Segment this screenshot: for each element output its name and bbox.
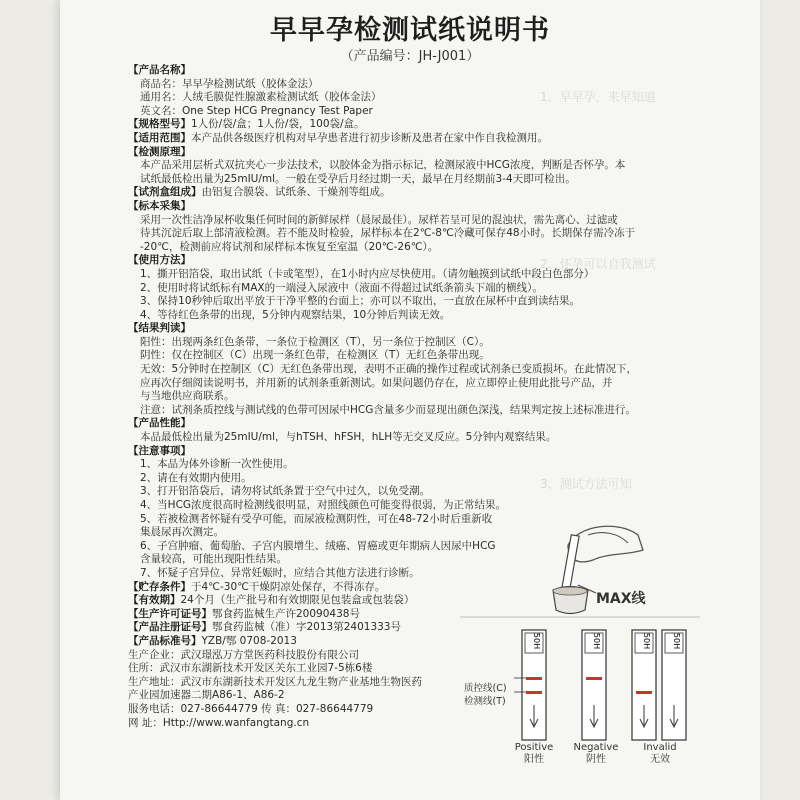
positive-label-cn: 阳性 [524,754,544,765]
product-code: （产品编号：JH-J001） [340,49,480,64]
bleed-through-text: 2、怀孕可以自我测试 [540,257,656,271]
section-heading: 【注意事项】 [128,444,191,457]
section-text: 24个月（生产批号和有效期限见包装盒或包装袋） [180,594,415,607]
strip-text: 50H [672,632,681,650]
company-address-text: 武汉市东湖新技术开发区关东工业园7-5栋6楼 [159,662,373,675]
section-text: 1人份/袋/盒；1人份/袋，100袋/盒。 [191,118,365,131]
section-text: 英文名：One Step HCG Pregnancy Test Paper [140,104,373,117]
section-text: 1、本品为体外诊断一次性使用。 [140,458,294,471]
strip-text: 50H [592,632,601,650]
section-heading: 【贮存条件】 [128,580,191,593]
finger-outline [588,533,628,543]
section-line [128,186,670,200]
negative-caption [566,742,626,766]
section-text: -20℃，检测前应将试剂和尿样标本恢复至室温（20℃-26℃）。 [140,240,439,253]
section-text: 与当地供应商联系。 [140,390,235,403]
company-address-text: 住所： [128,662,160,675]
section-text: 由铝复合膜袋、试纸条、干燥剂等组成。 [201,186,391,199]
page-title: 早早孕检测试纸说明书 [270,15,550,46]
negative-control-band [586,677,602,680]
section-heading: 【生产许可证号】 [128,607,212,620]
positive-label: Positive [514,742,554,753]
section-text: 7、怀疑子宫异位、异常妊娠时，应结合其他方法进行诊断。 [140,566,420,579]
test-line-label: 检测线(T) [464,696,506,707]
section-text: 3、打开铝箔袋后，请勿将试纸条置于空气中过久，以免受潮。 [140,485,431,498]
section-heading: 【产品性能】 [128,417,191,430]
invalid-test-band [636,691,652,694]
strip-line-labels [464,682,507,708]
section-text: 本品最低检出量为25mIU/ml，与hTSH、hFSH，hLH等无交叉反应。5分钟内观察结果。 [140,431,557,444]
production-address-2-text: 产业园加速器二期A86-1、A86-2 [128,689,285,702]
section-text: 1、撕开铝箔袋，取出试纸（卡或笔型），在1小时内应尽快使用。（请勿触摸到试纸中段白色部分） [140,267,595,280]
section-text: 采用一次性洁净尿杯收集任何时间的新鲜尿样（晨尿最佳）。尿样若呈可见的混浊状，需先离心、过滤或 [140,213,618,226]
section-text: 2、使用时将试纸标有MAX的一端浸入尿液中（液面不得超过试纸条箭头下端的横线）。 [140,281,543,294]
section-heading: 【结果判读】 [128,322,191,335]
section-line [128,132,670,146]
section-text: 无效：5分钟时在控制区（C）无红色条带出现，表明不正确的操作过程或试剂条已变质损坏。在此情况下， [140,363,638,376]
control-line-label: 质控线(C) [464,683,507,694]
section-heading: 【产品注册证号】 [128,621,212,634]
section-text: 商品名：早早孕检测试纸（胶体金法） [140,77,319,90]
section-text: 阴性：仅在控制区（C）出现一条红色带，在检测区（T）无红色条带出现。 [140,349,490,362]
invalid-label-cn: 无效 [650,754,670,765]
section-heading: 【适用范围】 [128,131,191,144]
invalid-label: Invalid [643,742,677,753]
section-text: 集晨尿再次测定。 [140,526,224,539]
section-text: 本产品采用层析式双抗夹心一步法技术，以胶体金为指示标记，检测尿液中HCG浓度，判断是否怀孕。本 [140,159,626,172]
section-heading: 【检测原理】 [128,145,191,158]
section-heading: 【产品标准号】 [128,634,202,647]
website-text: 网 址：Http://www.wanfangtang.cn [128,716,310,729]
hand-outline [568,526,643,562]
section-text: 4、等待红色条带的出现，5分钟内观察结果，10分钟后判读无效。 [140,308,451,321]
section-text: 待其沉淀后取上部清液检测。若不能及时检验，尿样标本在2℃-8℃冷藏可保存48小时。长期保存需冷冻于 [140,227,636,240]
section-text: 通用名：人绒毛膜促性腺激素检测试纸（胶体金法） [140,91,382,104]
production-address-text: 生产地址： [128,675,181,688]
company-name-text: 武汉璟泓万方堂医药科技股份有限公司 [180,648,359,661]
max-line-label: MAX线 [596,591,646,607]
service-phone-text: 服务电话：027-86644779 传 真：027-86644779 [128,702,374,715]
section-text: 含量较高，可能出现阳性结果。 [140,553,287,566]
section-text: 注意：试剂条质控线与测试线的色带可因尿中HCG含量多少而显现出颜色深浅，结果判定按上述标准进行。 [140,403,636,416]
urine-surface [553,587,587,595]
section-heading: 【有效期】 [128,594,181,607]
section-text: 6、子宫肿瘤、葡萄胎、子宫内膜增生、绒癌、胃癌或更年期病人因尿中HCG [140,539,496,552]
section-text: 阳性：出现两条红色条带，一条位于检测区（T），另一条位于控制区（C）。 [140,335,490,348]
section-heading: 【规格型号】 [128,118,191,131]
positive-control-band [526,677,542,680]
section-text: YZB/鄂 0708-2013 [201,634,297,647]
section-text: 鄂食药监械（准）字2013第2401333号 [212,621,401,634]
bleed-through-text: 1、早早孕，来早知道 [540,90,656,104]
negative-label: Negative [573,742,619,753]
section-text: 3、保持10秒钟后取出平放于干净平整的台面上；亦可以不取出，一直放在尿杯中直到读结果。 [140,295,581,308]
section-heading: 【标本采集】 [128,199,191,212]
bleed-through-text: 3、测试方法可知 [540,477,632,491]
company-name-text: 生产企业： [128,648,181,661]
section-text: 于4℃-30℃干燥阴凉处保存，不得冻存。 [191,580,386,593]
section-heading: 【使用方法】 [128,254,191,267]
section-text: 本产品供各级医疗机构对早孕患者进行初步诊断及患者在家中作自我检测用。 [191,131,548,144]
section-line [128,118,670,132]
section-text: 应再次仔细阅读说明书，并用新的试剂条重新测试。如果问题仍存在，应立即停止使用此批号产品，并 [140,376,613,389]
invalid-caption [630,742,690,766]
strip-text: 50H [532,632,541,650]
positive-caption [504,742,564,766]
section-text: 5、若被检测者怀疑有受孕可能，而尿液检测阴性，可在48-72小时后重新收 [140,512,493,525]
section-text: 鄂食药监械生产许20090438号 [212,607,360,620]
section-heading: 【试剂盒组成】 [128,186,202,199]
section-text: 4、当HCG浓度很高时检测线很明显，对照线颜色可能变得很弱，为正常结果。 [140,499,507,511]
section-text: 试纸最低检出量为25mIU/ml。一般在受孕后月经过期一天，最早在月经期前3-4天即可检出。 [140,172,576,185]
strip-text: 50H [642,632,651,650]
positive-test-band [526,691,542,694]
production-address-text: 武汉市东湖新技术开发区九龙生物产业基地生物医药 [180,675,422,688]
negative-label-cn: 阴性 [586,754,606,765]
section-text: 2、请在有效期内使用。 [140,471,252,484]
section-heading: 【产品名称】 [128,64,191,76]
